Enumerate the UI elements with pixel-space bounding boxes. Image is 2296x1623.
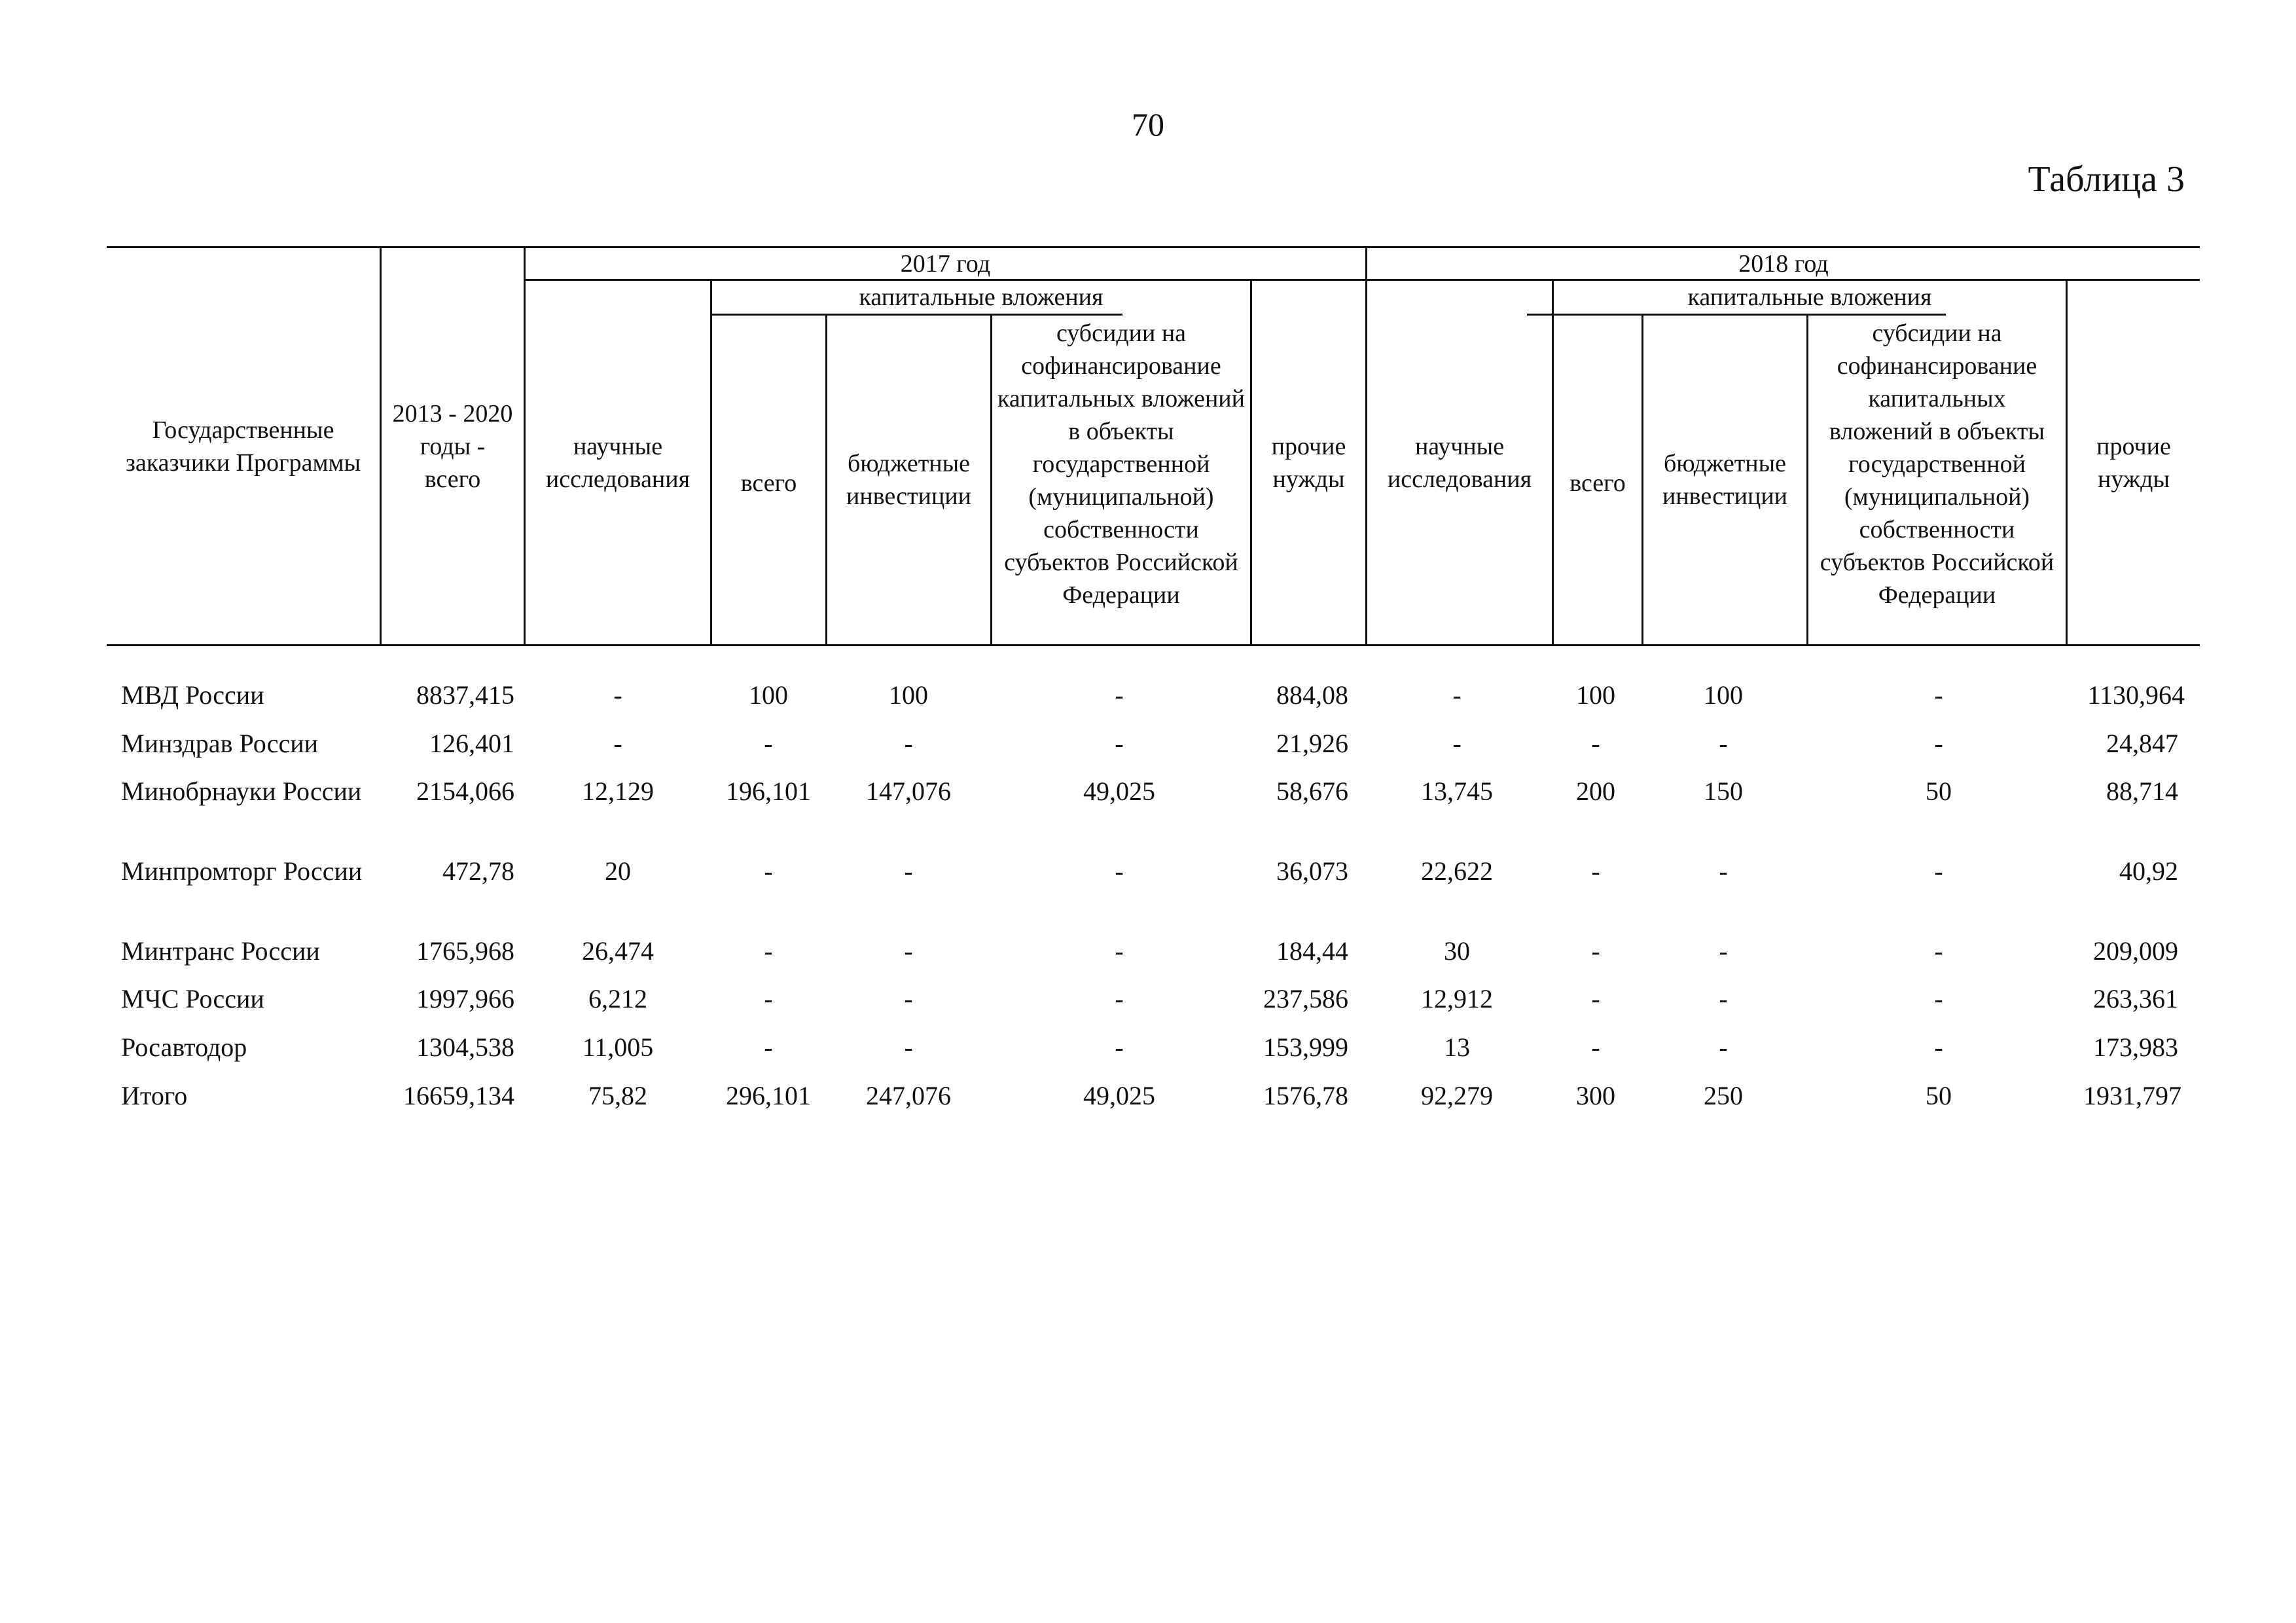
row-other-2018: 209,009 (2093, 936, 2178, 966)
row-subsidies-2018: - (1934, 856, 1943, 886)
row-captotal-2018: - (1591, 729, 1600, 758)
row-total: 1765,968 (416, 936, 514, 966)
row-budget-2018: - (1719, 1032, 1728, 1062)
row-captotal-2018: 200 (1576, 776, 1615, 806)
row-research-2017: 75,82 (588, 1081, 647, 1110)
row-total: 472,78 (442, 856, 514, 886)
table-label: Таблица 3 (2028, 159, 2185, 200)
row-research-2018: 13,745 (1421, 776, 1493, 806)
header-research-2017: научные исследования (545, 432, 691, 493)
row-budget-2018: - (1719, 984, 1728, 1013)
row-subsidies-2017: - (1115, 1032, 1124, 1062)
row-customer-name: Росавтодор (121, 1032, 247, 1062)
row-budget-2018: - (1719, 856, 1728, 886)
row-research-2017: 26,474 (582, 936, 654, 966)
row-captotal-2017: 296,101 (726, 1081, 811, 1110)
row-research-2018: - (1452, 680, 1462, 710)
row-captotal-2018: - (1591, 984, 1600, 1013)
row-captotal-2018: - (1591, 1032, 1600, 1062)
row-other-2017: 884,08 (1276, 680, 1348, 710)
header-capital-2017: капитальные вложения (859, 283, 1103, 311)
header-other-2018: прочие нужды (2096, 432, 2171, 493)
header-customer: Государственные заказчики Программы (125, 416, 361, 477)
row-research-2017: - (613, 729, 622, 758)
page-number: 70 (1132, 106, 1164, 143)
row-captotal-2018: - (1591, 856, 1600, 886)
row-captotal-2017: 100 (749, 680, 788, 710)
row-budget-2018: 150 (1704, 776, 1743, 806)
row-research-2017: 11,005 (582, 1032, 654, 1062)
row-research-2018: - (1452, 729, 1462, 758)
row-budget-2017: 147,076 (866, 776, 951, 806)
row-other-2017: 153,999 (1263, 1032, 1348, 1062)
header-captotal-2018: всего (1570, 469, 1626, 497)
table-header (107, 246, 2200, 647)
row-research-2018: 13 (1444, 1032, 1470, 1062)
row-budget-2018: - (1719, 936, 1728, 966)
header-total: 2013 - 2020 годы - всего (392, 399, 513, 493)
row-research-2018: 22,622 (1421, 856, 1493, 886)
row-budget-2017: 247,076 (866, 1081, 951, 1110)
row-budget-2017: 100 (889, 680, 928, 710)
row-total: 126,401 (429, 729, 514, 758)
row-other-2018: 40,92 (2119, 856, 2178, 886)
row-subsidies-2018: 50 (1926, 1081, 1952, 1110)
header-capital-2018: капитальные вложения (1687, 283, 1932, 311)
row-customer-name: МВД России (121, 680, 264, 710)
row-total: 2154,066 (416, 776, 514, 806)
row-subsidies-2017: 49,025 (1083, 776, 1155, 806)
row-customer-name: Минобрнауки России (121, 776, 362, 806)
header-year-2017: 2017 год (900, 249, 991, 278)
row-research-2017: 20 (605, 856, 631, 886)
header-captotal-2017: всего (740, 469, 797, 497)
row-total: 8837,415 (416, 680, 514, 710)
row-subsidies-2017: 49,025 (1083, 1081, 1155, 1110)
row-other-2018: 24,847 (2106, 729, 2178, 758)
row-other-2017: 1576,78 (1263, 1081, 1348, 1110)
row-other-2018: 173,983 (2093, 1032, 2178, 1062)
row-budget-2017: - (904, 1032, 913, 1062)
row-total: 1304,538 (416, 1032, 514, 1062)
row-subsidies-2017: - (1115, 680, 1124, 710)
header-subsidies-2018: субсидии на софинансирование капитальных вложений в объекты государственной (муниципальной) собственности субъектов Российской Федерации (1820, 319, 2054, 609)
row-captotal-2017: - (764, 1032, 773, 1062)
row-research-2018: 30 (1444, 936, 1470, 966)
row-subsidies-2018: - (1934, 1032, 1943, 1062)
row-research-2018: 92,279 (1421, 1081, 1493, 1110)
row-captotal-2017: 196,101 (726, 776, 811, 806)
header-research-2018: научные исследования (1387, 432, 1532, 493)
row-subsidies-2017: - (1115, 936, 1124, 966)
row-total: 16659,134 (403, 1081, 514, 1110)
row-captotal-2018: 100 (1576, 680, 1615, 710)
row-captotal-2017: - (764, 984, 773, 1013)
row-captotal-2018: - (1591, 936, 1600, 966)
row-customer-name: МЧС России (121, 984, 264, 1013)
header-bottom-rule (107, 644, 2200, 646)
row-budget-2018: - (1719, 729, 1728, 758)
header-other-2017: прочие нужды (1271, 432, 1346, 493)
row-research-2017: 6,212 (588, 984, 647, 1013)
row-subsidies-2018: 50 (1926, 776, 1952, 806)
header-subsidies-2017: субсидии на софинансирование капитальных вложений в объекты государственной (муниципальной) собственности субъектов Российской Федерации (997, 319, 1245, 609)
row-research-2018: 12,912 (1421, 984, 1493, 1013)
row-subsidies-2018: - (1934, 729, 1943, 758)
row-captotal-2017: - (764, 856, 773, 886)
row-other-2018: 88,714 (2106, 776, 2178, 806)
row-research-2017: 12,129 (582, 776, 654, 806)
row-budget-2017: - (904, 936, 913, 966)
row-customer-name: Минпромторг России (121, 856, 363, 886)
row-budget-2017: - (904, 984, 913, 1013)
row-captotal-2018: 300 (1576, 1081, 1615, 1110)
row-total: 1997,966 (416, 984, 514, 1013)
row-other-2018: 263,361 (2093, 984, 2178, 1013)
row-other-2017: 184,44 (1276, 936, 1348, 966)
row-other-2018: 1931,797 (2083, 1081, 2181, 1110)
header-budget-2018: бюджетные инвестиции (1662, 450, 1788, 510)
row-other-2017: 237,586 (1263, 984, 1348, 1013)
row-subsidies-2018: - (1934, 984, 1943, 1013)
row-budget-2018: 250 (1704, 1081, 1743, 1110)
row-subsidies-2018: - (1934, 680, 1943, 710)
row-captotal-2017: - (764, 936, 773, 966)
row-budget-2018: 100 (1704, 680, 1743, 710)
row-customer-name: Итого (121, 1081, 188, 1110)
row-research-2017: - (613, 680, 622, 710)
row-budget-2017: - (904, 856, 913, 886)
row-subsidies-2017: - (1115, 984, 1124, 1013)
row-customer-name: Минздрав России (121, 729, 319, 758)
row-captotal-2017: - (764, 729, 773, 758)
header-year-2018: 2018 год (1738, 249, 1829, 278)
row-subsidies-2018: - (1934, 936, 1943, 966)
row-customer-name: Минтранс России (121, 936, 320, 966)
row-other-2017: 21,926 (1276, 729, 1348, 758)
row-other-2017: 36,073 (1276, 856, 1348, 886)
row-subsidies-2017: - (1115, 856, 1124, 886)
row-budget-2017: - (904, 729, 913, 758)
header-budget-2017: бюджетные инвестиции (846, 450, 972, 510)
row-subsidies-2017: - (1115, 729, 1124, 758)
row-other-2018: 1130,964 (2087, 680, 2185, 710)
row-other-2017: 58,676 (1276, 776, 1348, 806)
